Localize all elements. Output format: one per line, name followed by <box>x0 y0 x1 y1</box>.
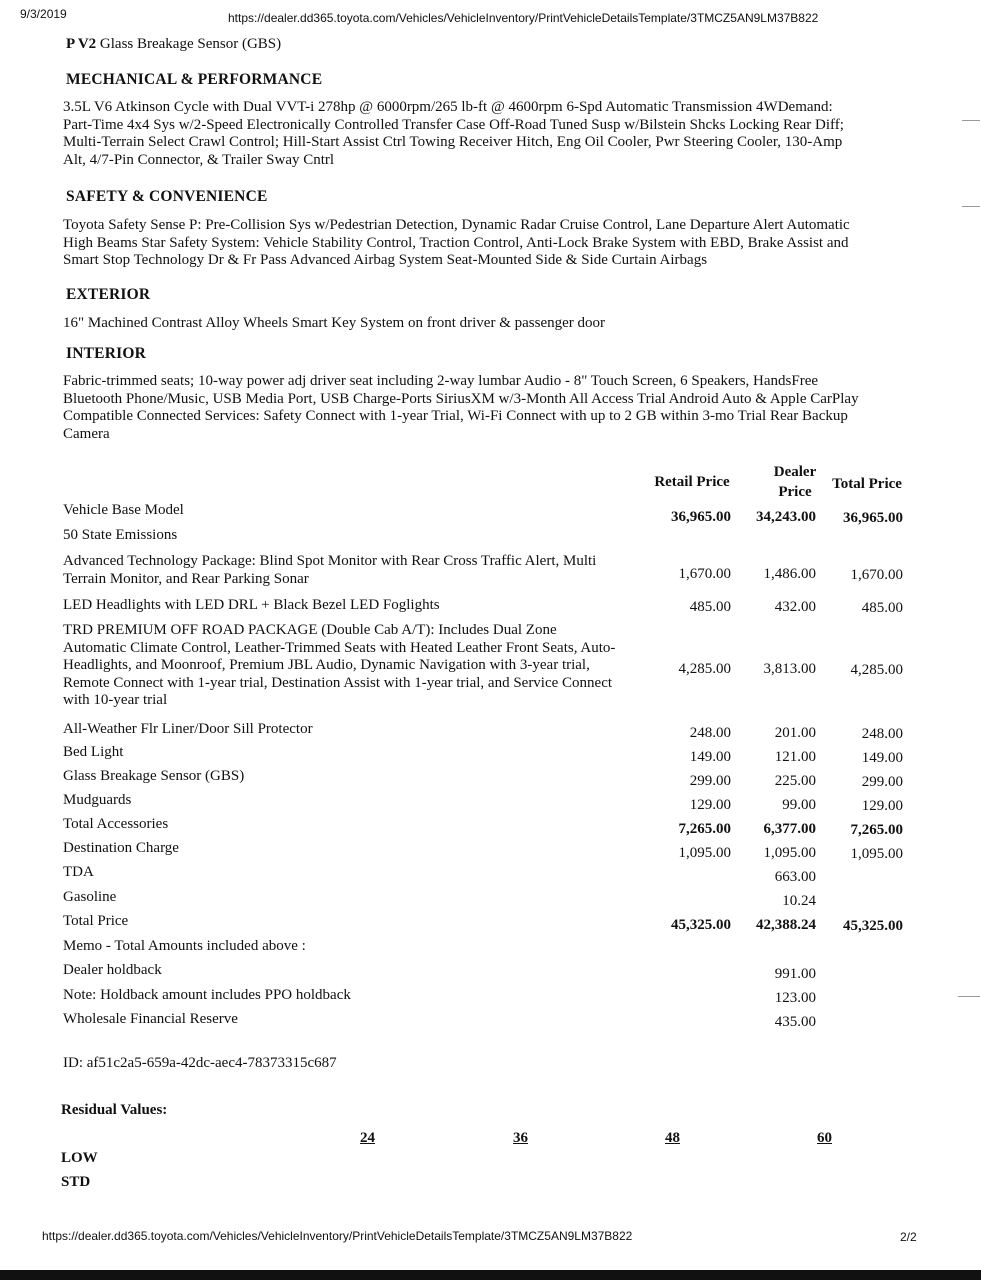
row-label: Note: Holdback amount includes PPO holdback <box>63 987 351 1003</box>
footer-url: https://dealer.dd365.toyota.com/Vehicles/VehicleInventory/PrintVehicleDetailsTemplate/3TMCZ5AN9LM37B822 <box>42 1229 633 1243</box>
header-url: https://dealer.dd365.toyota.com/Vehicles/VehicleInventory/PrintVehicleDetailsTemplate/3TMCZ5AN9LM37B822 <box>228 11 819 25</box>
dealer-price: 10.24 <box>782 893 816 909</box>
retail-price: 1,095.00 <box>678 845 731 861</box>
dealer-price: 3,813.00 <box>763 661 816 677</box>
section-title-exterior: EXTERIOR <box>66 286 151 303</box>
row-label: 50 State Emissions <box>63 527 178 543</box>
dealer-price: 123.00 <box>774 990 816 1006</box>
option-code: P V2 <box>66 36 97 52</box>
total-price: 149.00 <box>861 750 903 766</box>
body-line: Alt, 4/7-Pin Connector, & Trailer Sway Cntrl <box>63 151 335 168</box>
body-line: Camera <box>63 425 110 442</box>
body-line: Compatible Connected Services: Safety Connect with 1-year Trial, Wi-Fi Connect with up to 2 GB within 3-mo Trial Rear Backup <box>63 408 848 424</box>
residual-row-std: STD <box>61 1174 91 1190</box>
retail-price: 36,965.00 <box>671 509 731 525</box>
section-body-exterior <box>63 315 903 333</box>
retail-price: 149.00 <box>689 749 731 765</box>
dealer-price: 1,486.00 <box>763 566 816 582</box>
retail-price: 1,670.00 <box>678 566 731 582</box>
margin-mark <box>958 996 980 997</box>
section-body-mechanical <box>63 99 903 169</box>
row-label: Vehicle Base Model <box>63 502 184 518</box>
dealer-price: 663.00 <box>774 869 816 885</box>
total-price: 45,325.00 <box>843 918 903 934</box>
vehicle-id: ID: af51c2a5-659a-42dc-aec4-78373315c687 <box>63 1055 337 1071</box>
retail-price: 4,285.00 <box>678 661 731 677</box>
residual-row-low: LOW <box>61 1150 98 1166</box>
retail-price: 248.00 <box>689 725 731 741</box>
col-header-retail: Retail Price <box>654 474 730 490</box>
total-price: 36,965.00 <box>843 510 903 526</box>
label-line: Terrain Monitor, and Rear Parking Sonar <box>63 570 309 587</box>
section-title-safety: SAFETY & CONVENIENCE <box>66 188 268 205</box>
col-header-dealer-line1: Dealer <box>773 464 817 480</box>
dealer-price: 99.00 <box>782 797 816 813</box>
body-line: High Beams Star Safety System: Vehicle Stability Control, Traction Control, Anti-Lock Brake System with EBD, Brake Assist and <box>63 234 849 251</box>
col-header-dealer-line2: Price <box>778 484 812 500</box>
row-label <box>63 553 596 588</box>
row-label <box>63 622 615 710</box>
label-line: TRD PREMIUM OFF ROAD PACKAGE (Double Cab A/T): Includes Dual Zone <box>63 622 557 638</box>
row-label: All-Weather Flr Liner/Door Sill Protector <box>63 721 313 737</box>
retail-price: 7,265.00 <box>678 821 731 837</box>
dealer-price: 432.00 <box>774 599 816 615</box>
body-line: Smart Stop Technology Dr & Fr Pass Advanced Airbag System Seat-Mounted Side & Side Curtain Airbags <box>63 252 708 268</box>
total-price: 299.00 <box>861 774 903 790</box>
total-price: 485.00 <box>861 600 903 616</box>
label-line: Remote Connect with 1-year trial, Destination Assist with 1-year trial, and Service Connect <box>63 674 613 691</box>
margin-mark <box>962 120 980 121</box>
section-title-mechanical: MECHANICAL & PERFORMANCE <box>66 71 323 88</box>
residual-values-title: Residual Values: <box>61 1102 168 1118</box>
body-line: Multi-Terrain Select Crawl Control; Hill-Start Assist Ctrl Towing Receiver Hitch, Eng Oil Cooler, Pwr Steering Cooler, 130-Amp <box>63 134 843 150</box>
dealer-price: 34,243.00 <box>756 509 816 525</box>
row-label: Wholesale Financial Reserve <box>63 1011 238 1027</box>
row-label: Dealer holdback <box>63 962 162 978</box>
residual-term-48: 48 <box>665 1130 680 1146</box>
row-label: Total Price <box>63 913 129 929</box>
body-line: 16" Machined Contrast Alloy Wheels Smart Key System on front driver & passenger door <box>63 315 605 331</box>
residual-term-36: 36 <box>513 1130 528 1146</box>
residual-term-24: 24 <box>360 1130 375 1146</box>
label-line: Headlights, and Moonroof, Premium JBL Audio, Dynamic Navigation with 3-year trial, <box>63 657 590 673</box>
row-label: LED Headlights with LED DRL + Black Bezel LED Foglights <box>63 597 440 613</box>
body-line: Fabric-trimmed seats; 10-way power adj driver seat including 2-way lumbar Audio - 8" Touch Screen, 6 Speakers, HandsFree <box>63 373 819 389</box>
residual-term-60: 60 <box>817 1130 832 1146</box>
dealer-price: 435.00 <box>774 1014 816 1030</box>
body-line: Part-Time 4x4 Sys w/2-Speed Electronically Controlled Transfer Case Off-Road Tuned Susp w/Bilstein Shcks Locking Rear Diff; <box>63 116 844 133</box>
scan-bottom-edge <box>0 1270 981 1280</box>
retail-price: 485.00 <box>689 599 731 615</box>
section-body-safety <box>63 217 903 270</box>
section-title-interior: INTERIOR <box>66 345 146 362</box>
option-text: Glass Breakage Sensor (GBS) <box>99 36 282 52</box>
col-header-total: Total Price <box>832 476 902 492</box>
label-line: Automatic Climate Control, Leather-Trimmed Seats with Heated Leather Front Seats, Auto- <box>63 639 616 656</box>
retail-price: 129.00 <box>689 797 731 813</box>
row-label: TDA <box>63 864 94 880</box>
dealer-price: 201.00 <box>774 725 816 741</box>
print-date: 9/3/2019 <box>20 7 67 21</box>
row-label: Gasoline <box>63 889 117 905</box>
retail-price: 45,325.00 <box>671 917 731 933</box>
total-price: 129.00 <box>861 798 903 814</box>
row-label: Bed Light <box>63 744 124 760</box>
retail-price: 299.00 <box>689 773 731 789</box>
dealer-price: 121.00 <box>774 749 816 765</box>
label-line: with 10-year trial <box>63 692 168 708</box>
col-header-dealer <box>758 462 832 502</box>
row-label: Destination Charge <box>63 840 179 856</box>
dealer-price: 6,377.00 <box>763 821 816 837</box>
margin-mark <box>962 206 980 207</box>
dealer-price: 42,388.24 <box>756 917 816 933</box>
total-price: 7,265.00 <box>850 822 903 838</box>
total-price: 4,285.00 <box>850 662 903 678</box>
dealer-price: 225.00 <box>774 773 816 789</box>
total-price: 1,095.00 <box>850 846 903 862</box>
row-label: Mudguards <box>63 792 132 808</box>
top-option-line <box>66 36 281 53</box>
total-price: 248.00 <box>861 726 903 742</box>
row-label: Glass Breakage Sensor (GBS) <box>63 768 245 784</box>
row-label: Memo - Total Amounts included above : <box>63 938 306 954</box>
label-line: Advanced Technology Package: Blind Spot Monitor with Rear Cross Traffic Alert, Multi <box>63 553 597 569</box>
dealer-price: 1,095.00 <box>763 845 816 861</box>
page-number: 2/2 <box>900 1230 917 1244</box>
body-line: Bluetooth Phone/Music, USB Media Port, USB Charge-Ports SiriusXM w/3-Month All Access Trial Android Auto & Apple CarPlay <box>63 390 859 407</box>
dealer-price: 991.00 <box>774 966 816 982</box>
row-label: Total Accessories <box>63 816 169 832</box>
total-price: 1,670.00 <box>850 567 903 583</box>
body-line: Toyota Safety Sense P: Pre-Collision Sys w/Pedestrian Detection, Dynamic Radar Cruise Control, Lane Departure Alert Automatic <box>63 217 850 233</box>
body-line: 3.5L V6 Atkinson Cycle with Dual VVT-i 278hp @ 6000rpm/265 lb-ft @ 4600rpm 6-Spd Automatic Transmission 4WDemand: <box>63 99 833 115</box>
section-body-interior <box>63 373 903 443</box>
